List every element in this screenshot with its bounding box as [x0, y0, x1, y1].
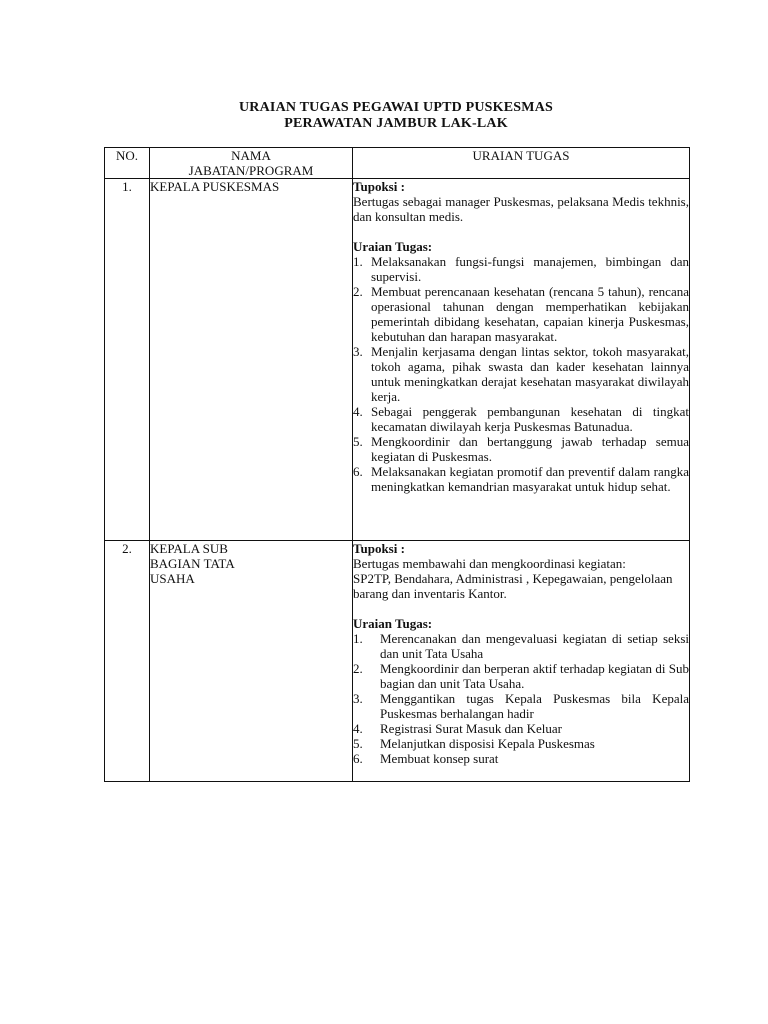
document-title-line-1: URAIAN TUGAS PEGAWAI UPTD PUSKESMAS: [238, 100, 553, 115]
table-row: [105, 179, 690, 541]
header-name-line-2: JABATAN/PROGRAM: [188, 163, 314, 178]
spacer: [353, 224, 689, 239]
list-item: [353, 284, 689, 344]
list-item-text: Membuat konsep surat: [380, 751, 499, 766]
row-number: 1.: [105, 179, 150, 541]
list-item-text: Membuat perencanaan kesehatan (rencana 5 tahun), rencana operasional tahunan dengan memperhatikan kebijakan pemerintah dibidang kesehatan, capaian kinerja Puskesmas, kebutuhan dan harapan masyarakat.: [371, 284, 689, 344]
list-item: [353, 404, 689, 434]
list-item-text: Sebagai penggerak pembangunan kesehatan di tingkat kecamatan diwilayah kerja Puskesmas Batunadua.: [371, 404, 689, 434]
header-no: NO.: [105, 148, 150, 179]
table-header-row: [105, 148, 690, 179]
table-row: [105, 541, 690, 782]
position-name-line: KEPALA PUSKESMAS: [150, 179, 280, 194]
list-item-number: 4.: [353, 404, 363, 419]
list-item-text: Melaksanakan kegiatan promotif dan preventif dalam rangka meningkatkan kemandrian masyarakat untuk hidup sehat.: [371, 464, 689, 494]
task-list: [353, 254, 689, 494]
list-item: [353, 751, 689, 766]
list-item: [353, 691, 689, 721]
position-name-line: USAHA: [150, 571, 195, 586]
list-item: [353, 721, 689, 736]
tupoksi-label: Tupoksi :: [353, 179, 405, 194]
list-item-number: 2.: [353, 284, 363, 299]
list-item-number: 3.: [353, 344, 363, 359]
list-item-text: Mengkoordinir dan berperan aktif terhadap kegiatan di Sub bagian dan unit Tata Usaha.: [380, 661, 689, 691]
tupoksi-text: Bertugas membawahi dan mengkoordinasi kegiatan:: [353, 556, 626, 571]
list-item-text: Mengkoordinir dan bertanggung jawab terhadap semua kegiatan di Puskesmas.: [371, 434, 689, 464]
tupoksi-text: Bertugas sebagai manager Puskesmas, pelaksana Medis tekhnis, dan konsultan medis.: [353, 194, 689, 224]
list-item-text: Menjalin kerjasama dengan lintas sektor, tokoh masyarakat, tokoh agama, pihak swasta dan kader kesehatan lainnya untuk meningkatkan derajat kesehatan masyarakat diwilayah kerja.: [371, 344, 689, 404]
list-item: [353, 464, 689, 494]
list-item-number: 1.: [353, 254, 363, 269]
list-item-number: 1.: [353, 631, 363, 646]
tupoksi-label: Tupoksi :: [353, 541, 405, 556]
list-item-number: 4.: [353, 721, 363, 736]
position-name-line: BAGIAN TATA: [150, 556, 235, 571]
list-item-text: Melaksanakan fungsi-fungsi manajemen, bimbingan dan supervisi.: [371, 254, 689, 284]
list-item-number: 2.: [353, 661, 363, 676]
list-item-text: Registrasi Surat Masuk dan Keluar: [380, 721, 562, 736]
position-name-line: KEPALA SUB: [150, 541, 228, 556]
list-item-number: 6.: [353, 751, 363, 766]
list-item-text: Merencanakan dan mengevaluasi kegiatan di setiap seksi dan unit Tata Usaha: [380, 631, 689, 661]
list-item: [353, 736, 689, 751]
list-item: [353, 344, 689, 404]
task-list: [353, 631, 689, 766]
header-name-line-1: NAMA: [231, 148, 271, 163]
list-item: [353, 254, 689, 284]
list-item-number: 5.: [353, 736, 363, 751]
uraian-tugas-label: Uraian Tugas:: [353, 616, 433, 631]
list-item: [353, 661, 689, 691]
task-description: [353, 541, 690, 782]
job-description-table: [104, 147, 690, 782]
list-item-number: 3.: [353, 691, 363, 706]
header-name: [150, 148, 353, 179]
position-name: [150, 541, 353, 782]
row-number: 2.: [105, 541, 150, 782]
list-item-number: 6.: [353, 464, 363, 479]
list-item-text: Melanjutkan disposisi Kepala Puskesmas: [380, 736, 595, 751]
task-description: [353, 179, 690, 541]
list-item-text: Menggantikan tugas Kepala Puskesmas bila Kepala Puskesmas berhalangan hadir: [380, 691, 689, 721]
position-name: [150, 179, 353, 541]
spacer: [353, 601, 689, 616]
list-item: [353, 631, 689, 661]
tupoksi-text: SP2TP, Bendahara, Administrasi , Kepegawaian, pengelolaan barang dan inventaris Kantor.: [353, 571, 673, 601]
uraian-tugas-label: Uraian Tugas:: [353, 239, 433, 254]
list-item: [353, 434, 689, 464]
header-description: URAIAN TUGAS: [353, 148, 690, 179]
document-title-line-2: PERAWATAN JAMBUR LAK-LAK: [284, 116, 508, 131]
list-item-number: 5.: [353, 434, 363, 449]
